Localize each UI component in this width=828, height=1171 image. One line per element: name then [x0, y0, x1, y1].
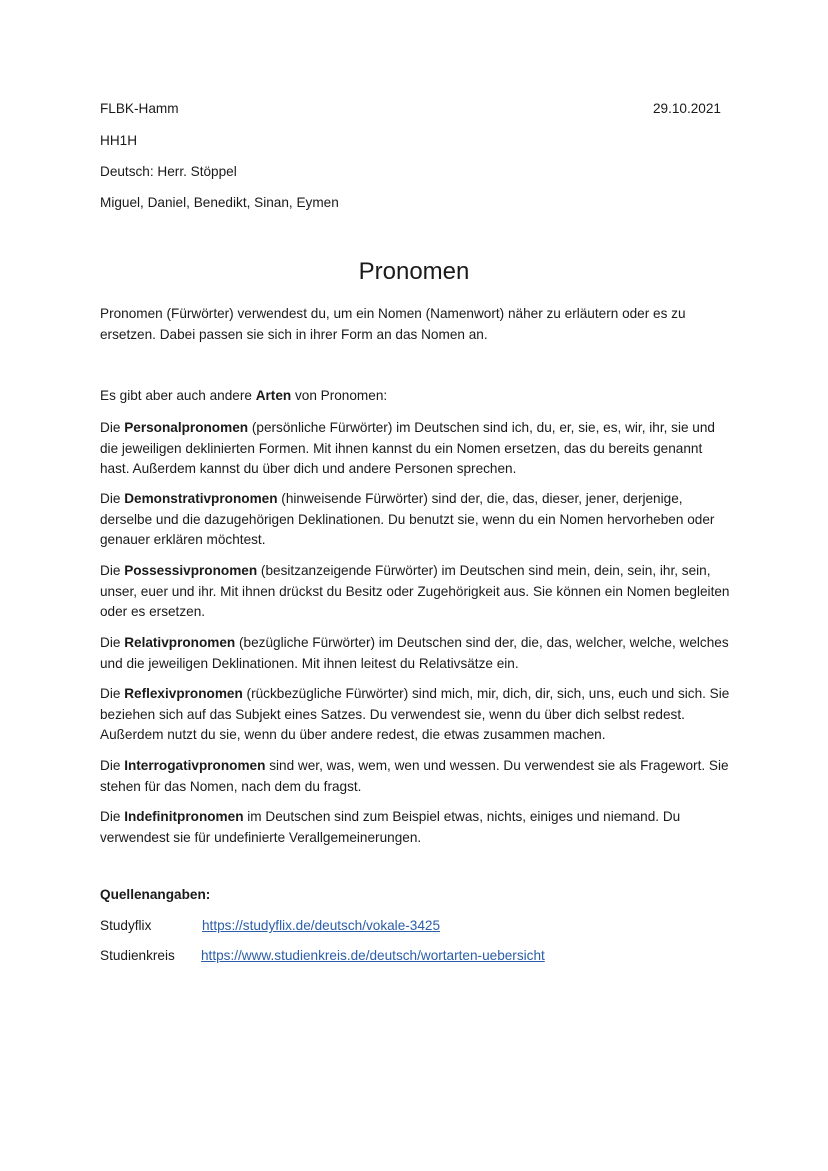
intro-paragraph: Pronomen (Fürwörter) verwendest du, um ein Nomen (Namenwort) näher zu erläutern oder es zu ersetzen. Dabei passen sie sich in ihrer Form an das Nomen an.: [100, 306, 686, 342]
sources-heading: Quellenangaben:: [100, 887, 211, 902]
paragraph-possessivpronomen: [100, 561, 730, 623]
text: Die: [100, 809, 125, 824]
text: Die: [100, 635, 125, 650]
text: von Pronomen:: [291, 388, 388, 403]
text: im Deutschen sind zum Beispiel etwas, nichts, einiges und niemand. Du verwendest sie für undefinierte Verallgemeinerungen.: [100, 809, 681, 845]
paragraph-interrogativpronomen: [100, 756, 730, 797]
subject: Deutsch: Herr. Stöppel: [100, 164, 237, 179]
class-name: HH1H: [100, 133, 138, 148]
source-name: Studienkreis: [100, 948, 175, 963]
text: (besitzanzeigende Fürwörter) im Deutschen sind mein, dein, sein, ihr, sein, unser, euer und ihr. Mit ihnen drückst du Besitz oder Zugehörigkeit aus. Sie können ein Nomen begleiten oder es ersetzen.: [100, 563, 730, 619]
source-name: Studyflix: [100, 918, 152, 933]
date: 29.10.2021: [652, 101, 721, 116]
text: (bezügliche Fürwörter) im Deutschen sind der, die, das, welcher, welche, welches und die jeweiligen Deklinationen. Mit ihnen leitest du Relativsätze ein.: [100, 635, 729, 671]
bold-term: Indefinitpronomen: [124, 809, 244, 824]
paragraph-demonstrativpronomen: [100, 489, 730, 551]
text: Die: [100, 563, 125, 578]
school-name: FLBK-Hamm: [100, 101, 179, 116]
text: (hinweisende Fürwörter) sind der, die, das, dieser, jener, derjenige, derselbe und die dazugehörigen Deklinationen. Du benutzt sie, wenn du ein Nomen hervorheben oder genauer erklären möchtest.: [100, 491, 715, 547]
types-intro: [100, 386, 730, 407]
authors: Miguel, Daniel, Benedikt, Sinan, Eymen: [100, 195, 339, 210]
bold-term: Personalpronomen: [124, 420, 249, 435]
text: Die: [100, 420, 125, 435]
text: (rückbezügliche Fürwörter) sind mich, mir, dich, dir, sich, uns, euch und sich. Sie beziehen sich auf das Subjekt eines Satzes. Du verwendest sie, wenn du über dich selbst redest. Außerdem nutzt du sie, wenn du über andere redest, die etwas zusammen machen.: [100, 686, 730, 742]
paragraph-personalpronomen: [100, 418, 730, 480]
text: sind wer, was, wem, wen und wessen. Du verwendest sie als Fragewort. Sie stehen für das Nomen, nach dem du fragst.: [100, 758, 729, 794]
paragraph-reflexivpronomen: [100, 684, 730, 746]
paragraph-indefinitpronomen: [100, 807, 730, 848]
text: Die: [100, 686, 125, 701]
paragraph-relativpronomen: [100, 633, 730, 674]
source-link[interactable]: https://studyflix.de/deutsch/vokale-3425: [202, 918, 441, 933]
text: Die: [100, 491, 125, 506]
page-title: Pronomen: [358, 258, 470, 285]
source-link[interactable]: https://www.studienkreis.de/deutsch/wortarten-uebersicht: [201, 948, 545, 963]
bold-term: Interrogativpronomen: [124, 758, 266, 773]
bold-term: Possessivpronomen: [124, 563, 258, 578]
bold-term: Demonstrativpronomen: [124, 491, 278, 506]
text: Es gibt aber auch andere: [100, 388, 256, 403]
bold-term: Reflexivpronomen: [124, 686, 243, 701]
text: (persönliche Fürwörter) im Deutschen sind ich, du, er, sie, es, wir, ihr, sie und die jeweiligen deklinierten Formen. Mit ihnen kannst du ein Nomen ersetzen, das du bereits genannt hast. Außerdem kannst du über dich und andere Personen sprechen.: [100, 420, 715, 476]
bold-term: Arten: [255, 388, 292, 403]
text: Die: [100, 758, 125, 773]
bold-term: Relativpronomen: [124, 635, 236, 650]
